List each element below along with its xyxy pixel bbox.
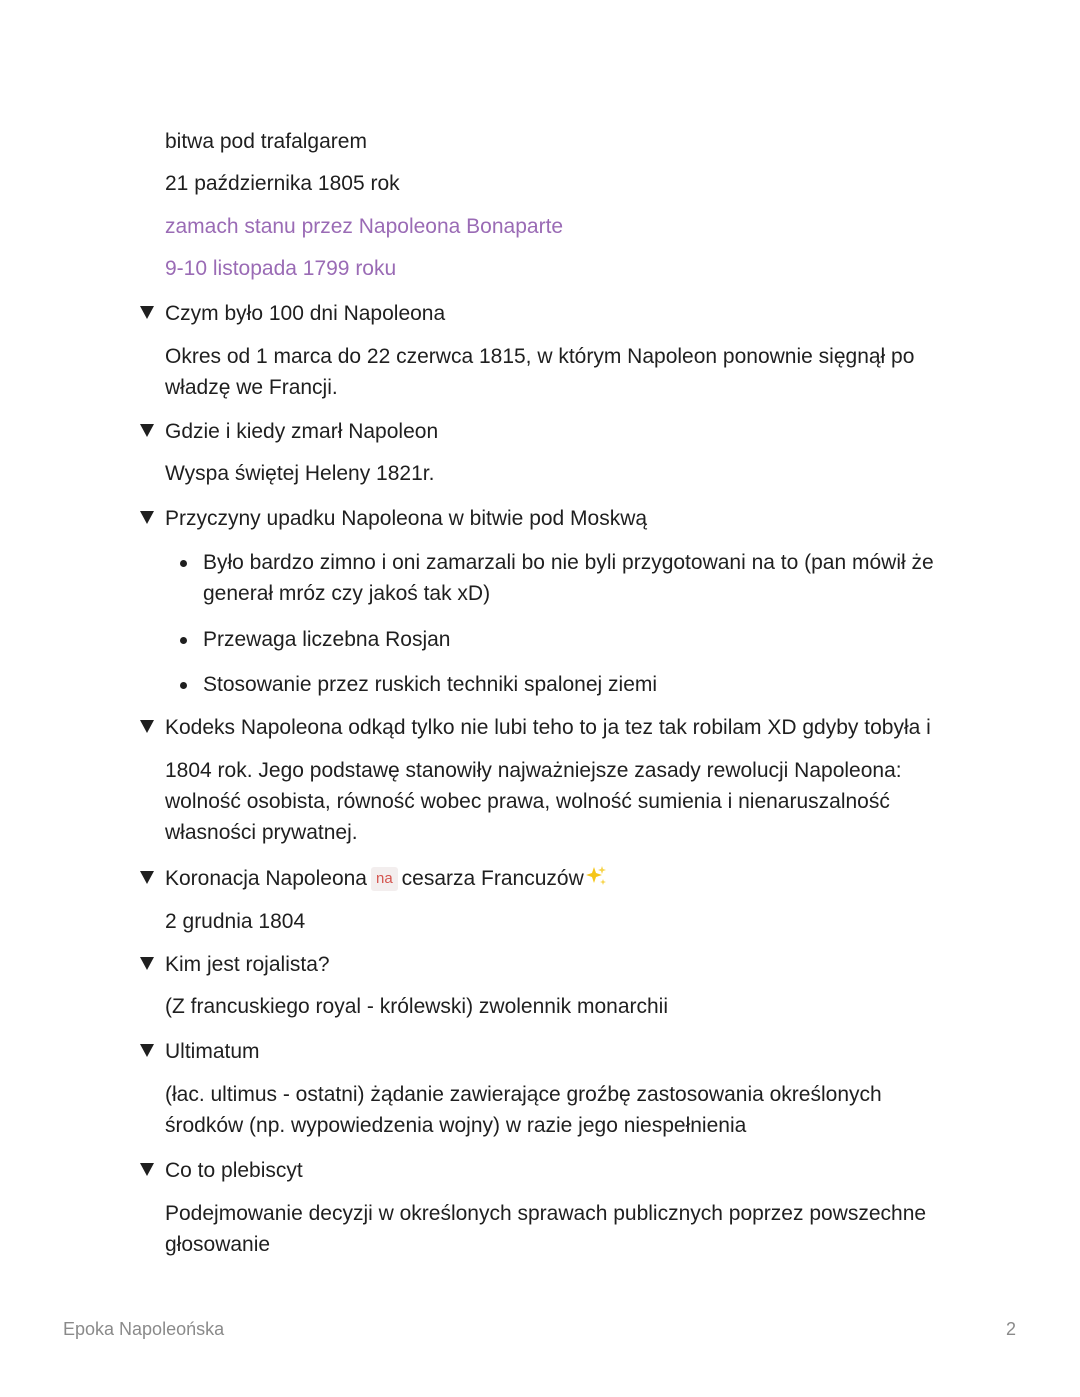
toggle-body-line: środków (np. wypowiedzenia wojny) w razie jego niespełnienia (165, 1114, 747, 1137)
bullet-icon (180, 637, 187, 644)
toggle-przyczyny-upadku[interactable] (140, 503, 647, 535)
list-item: Było bardzo zimno i oni zamarzali bo nie byli przygotowani na to (pan mówił że generał mróz czy jakoś tak xD) (180, 547, 960, 611)
toggle-body-line: (Z francuskiego royal - królewski) zwolennik monarchii (165, 995, 668, 1018)
toggle-title-part: cesarza Francuzów (401, 867, 584, 890)
bullet-icon (180, 682, 187, 689)
triangle-down-icon[interactable] (140, 1163, 154, 1176)
list-item: Stosowanie przez ruskich techniki spalonej ziemi (180, 669, 960, 701)
list-item: Przewaga liczebna Rosjan (180, 624, 960, 656)
triangle-down-icon[interactable] (140, 957, 154, 970)
toggle-ultimatum[interactable] (140, 1036, 260, 1068)
toggle-100-dni[interactable] (140, 298, 445, 330)
toggle-body-line: (łac. ultimus - ostatni) żądanie zawierające groźbę zastosowania określonych (165, 1083, 882, 1106)
sparkles-icon (584, 864, 608, 888)
toggle-body-line: Okres od 1 marca do 22 czerwca 1815, w którym Napoleon ponownie sięgnął po (165, 345, 915, 368)
bullet-icon (180, 560, 187, 567)
page-number: 2 (1006, 1319, 1017, 1339)
triangle-down-icon[interactable] (140, 1044, 154, 1057)
toggle-body-line: wolność osobista, równość wobec prawa, wolność sumienia i nienaruszalność (165, 790, 890, 813)
toggle-body-line: 1804 rok. Jego podstawę stanowiły najważniejsze zasady rewolucji Napoleona: (165, 759, 902, 782)
triangle-down-icon[interactable] (140, 720, 154, 733)
triangle-down-icon[interactable] (140, 424, 154, 437)
text-line: bitwa pod trafalgarem (165, 130, 367, 153)
toggle-rojalista[interactable] (140, 949, 330, 981)
toggle-title: Przyczyny upadku Napoleona w bitwie pod Moskwą (165, 507, 648, 530)
toggle-title: Czym było 100 dni Napoleona (165, 302, 446, 325)
toggle-smierc-napoleona[interactable] (140, 416, 438, 448)
toggle-title: Co to plebiscyt (165, 1159, 303, 1182)
toggle-title-part: Koronacja Napoleona (165, 867, 367, 890)
triangle-down-icon[interactable] (140, 511, 154, 524)
text-line-highlighted: 9-10 listopada 1799 roku (165, 257, 397, 280)
toggle-body-line: władzę we Francji. (165, 376, 338, 399)
triangle-down-icon[interactable] (140, 871, 154, 884)
toggle-body-line: głosowanie (165, 1233, 271, 1256)
toggle-title: Kim jest rojalista? (165, 953, 330, 976)
inline-code: na (371, 867, 398, 891)
text-line-highlighted: zamach stanu przez Napoleona Bonaparte (165, 215, 564, 238)
toggle-title: Ultimatum (165, 1040, 260, 1063)
toggle-body-line: Podejmowanie decyzji w określonych sprawach publicznych poprzez powszechne (165, 1202, 927, 1225)
toggle-koronacja[interactable] (140, 863, 608, 895)
toggle-title: Kodeks Napoleona odkąd tylko nie lubi teho to ja tez tak robilam XD gdyby tobyła i (165, 716, 931, 739)
footer-title: Epoka Napoleońska (63, 1319, 225, 1339)
toggle-body-line: 2 grudnia 1804 (165, 910, 306, 933)
toggle-plebiscyt[interactable] (140, 1155, 303, 1187)
triangle-down-icon[interactable] (140, 306, 154, 319)
toggle-body-line: własności prywatnej. (165, 821, 358, 844)
toggle-body-line: Wyspa świętej Heleny 1821r. (165, 462, 435, 485)
toggle-kodeks-napoleona[interactable] (140, 712, 931, 744)
toggle-title: Gdzie i kiedy zmarł Napoleon (165, 420, 439, 443)
text-line: 21 października 1805 rok (165, 172, 400, 195)
